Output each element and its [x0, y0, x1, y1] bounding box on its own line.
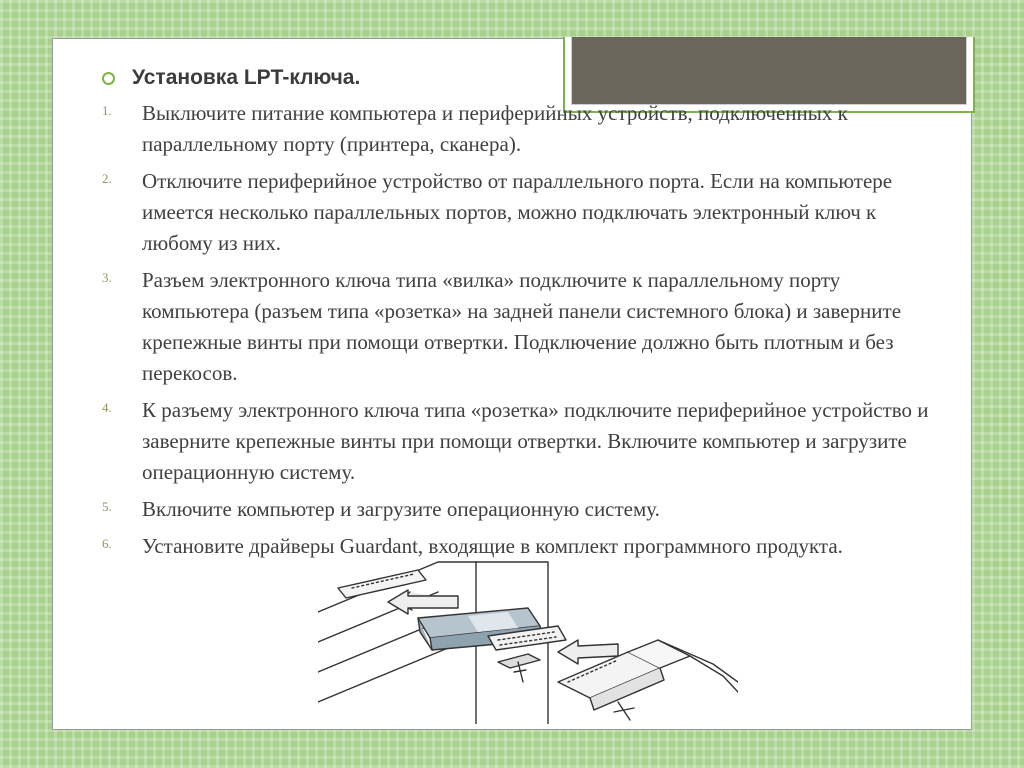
- step-text: Отключите периферийное устройство от параллельного порта. Если на компьютере имеется несколько параллельных портов, можно подключать электронный ключ к любому из них.: [142, 169, 893, 255]
- step-number: 6.: [102, 536, 112, 551]
- photo-fill: [571, 37, 967, 105]
- step-text: Разъем электронного ключа типа «вилка» подключите к параллельному порту компьютера (разъем типа «розетка» на задней панели системного блока) и заверните крепежные винты при помощи отвертки. Подключение должно быть плотным и без перекосов.: [142, 268, 902, 385]
- list-item: [102, 265, 932, 389]
- step-number: 5.: [102, 499, 112, 514]
- list-item: [102, 494, 932, 525]
- list-item: [102, 98, 932, 160]
- step-text: Выключите питание компьютера и периферийных устройств, подключенных к параллельному порту (принтера, сканера).: [142, 101, 848, 156]
- step-number: 2.: [102, 171, 112, 186]
- step-text: Установите драйверы Guardant, входящие в комплект программного продукта.: [142, 534, 843, 558]
- step-text: Включите компьютер и загрузите операционную систему.: [142, 497, 660, 521]
- step-number: 3.: [102, 270, 112, 285]
- bullet-circle-icon: [102, 72, 115, 85]
- heading-row: [100, 63, 360, 93]
- step-text: К разъему электронного ключа типа «розетка» подключите периферийное устройство и заверните крепежные винты при помощи отвертки. Включите компьютер и загрузите операционную систему.: [142, 398, 929, 484]
- slide-heading: Установка LPT-ключа.: [132, 66, 361, 89]
- step-number: 4.: [102, 400, 112, 415]
- step-number: 1.: [102, 103, 112, 118]
- list-item: [102, 166, 932, 259]
- list-item: [102, 395, 932, 488]
- steps-list: [102, 98, 932, 568]
- lpt-connection-illustration: [318, 552, 738, 724]
